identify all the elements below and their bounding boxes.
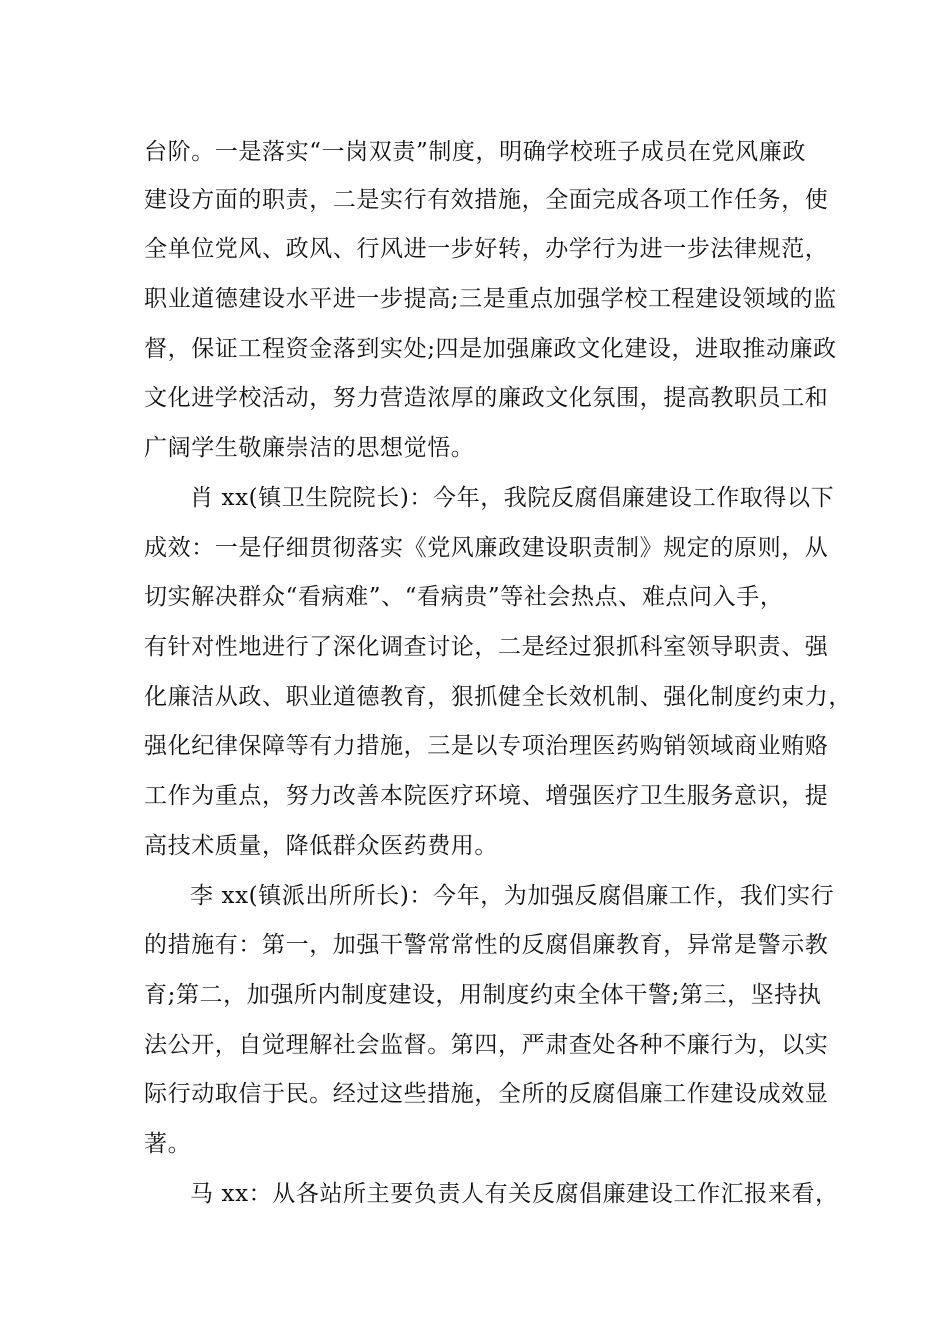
paragraph-line: 李 xx(镇派出所所长)：今年，为加强反腐倡廉工作，我们实行 [190, 883, 835, 909]
paragraph-line: 台阶。一是落实“一岗双责”制度，明确学校班子成员在党风廉政 [144, 139, 806, 165]
paragraph-line: 切实解决群众“看病难”、“看病贵”等社会热点、难点问入手， [144, 584, 784, 610]
paragraph-line: 际行动取信于民。经过这些措施，全所的反腐倡廉工作建设成效显 [144, 1081, 829, 1107]
paragraph-line: 工作为重点，努力改善本院医疗环境、增强医疗卫生服务意识，提 [144, 783, 829, 809]
paragraph-line: 的措施有：第一，加强干警常常性的反腐倡廉教育，异常是警示教 [144, 932, 829, 958]
paragraph-line: 建设方面的职责，二是实行有效措施，全面完成各项工作任务，使 [144, 187, 829, 213]
paragraph-line: 强化纪律保障等有力措施，三是以专项治理医药购销领域商业贿赂 [144, 733, 829, 759]
paragraph-line: 高技术质量，降低群众医药费用。 [144, 833, 498, 859]
paragraph-line: 法公开，自觉理解社会监督。第四，严肃查处各种不廉行为，以实 [144, 1032, 829, 1058]
paragraph-line: 全单位党风、政风、行风进一步好转，办学行为进一步法律规范， [144, 236, 829, 262]
paragraph-line: 职业道德建设水平进一步提高;三是重点加强学校工程建设领域的监 [144, 286, 837, 312]
paragraph-line: 文化进学校活动，努力营造浓厚的廉政文化氛围，提高教职员工和 [144, 385, 829, 411]
paragraph-line: 成效：一是仔细贯彻落实《党风廉政建设职责制》规定的原则，从 [144, 535, 829, 561]
paragraph-line: 有针对性地进行了深化调查讨论，二是经过狠抓科室领导职责、强 [144, 634, 829, 660]
paragraph-line: 马 xx：从各站所主要负责人有关反腐倡廉建设工作汇报来看， [190, 1181, 839, 1207]
paragraph-line: 督，保证工程资金落到实处;四是加强廉政文化建设，进取推动廉政 [144, 336, 837, 362]
paragraph-line: 广阔学生敬廉崇洁的思想觉悟。 [144, 435, 475, 461]
paragraph-line: 育;第二，加强所内制度建设，用制度约束全体干警;第三，坚持执 [144, 982, 822, 1008]
paragraph-line: 化廉洁从政、职业道德教育，狠抓健全长效机制、强化制度约束力， [144, 684, 852, 710]
paragraph-line: 著。 [144, 1131, 192, 1157]
paragraph-line: 肖 xx(镇卫生院院长)：今年，我院反腐倡廉建设工作取得以下 [190, 485, 835, 511]
